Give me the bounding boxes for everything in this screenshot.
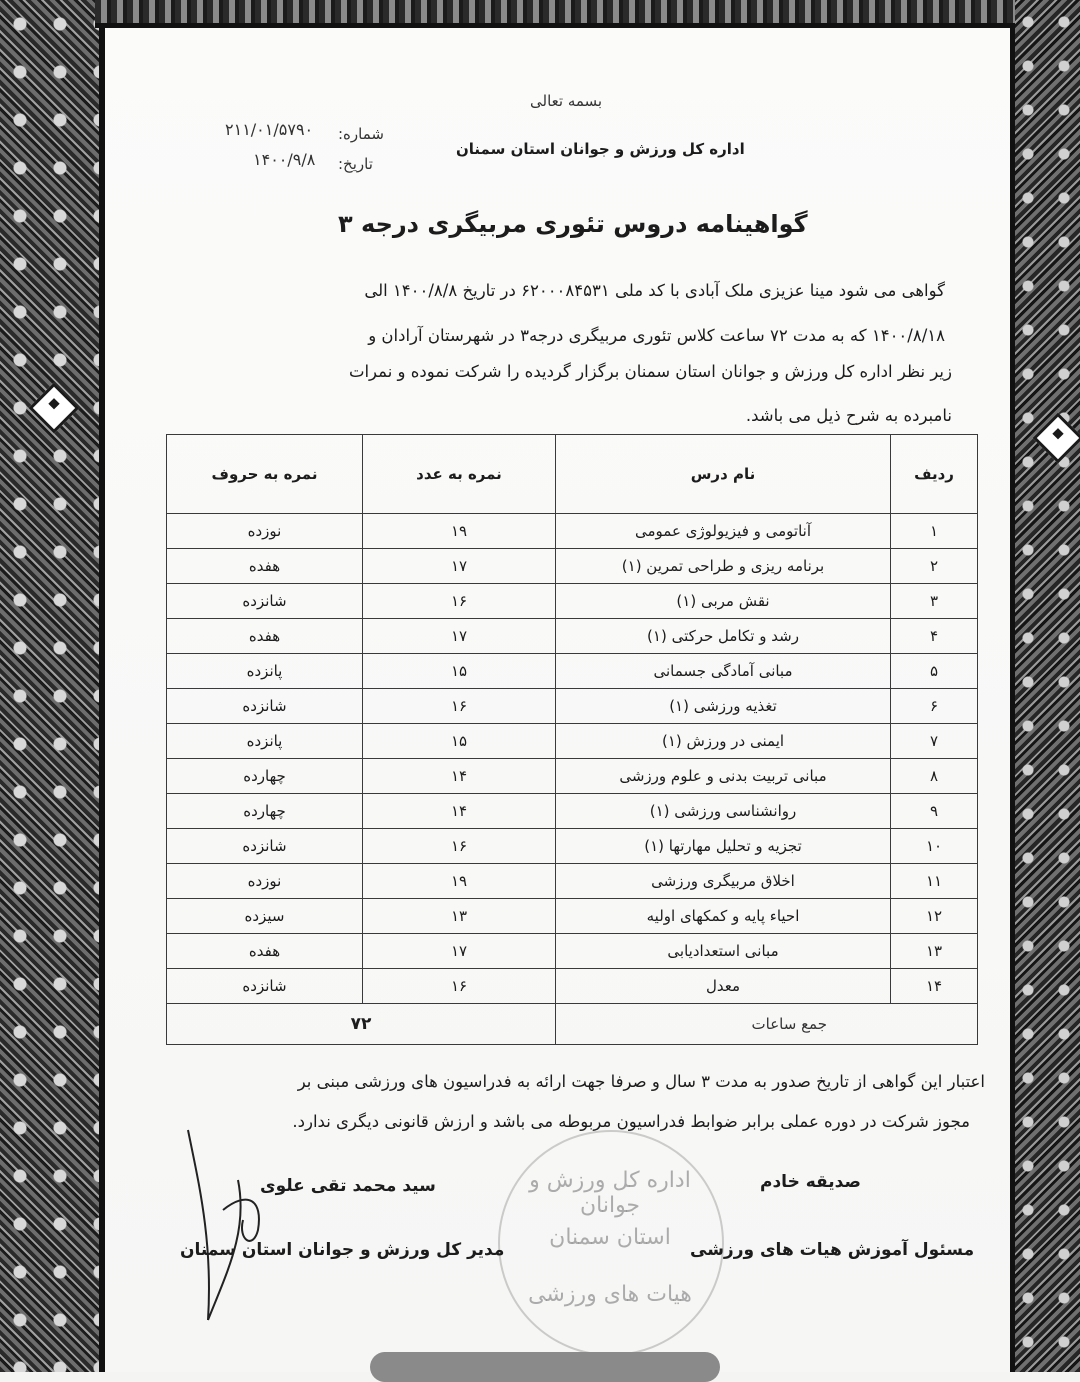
course-name: مبانی تربیت بدنی و علوم ورزشی bbox=[556, 759, 891, 794]
row-number: ۹ bbox=[891, 794, 978, 829]
score-words: چهارده bbox=[167, 759, 363, 794]
left-signatory-title: مدیر کل ورزش و جوانان استان سمنان bbox=[180, 1240, 505, 1260]
score-number: ۱۹ bbox=[363, 864, 556, 899]
row-number: ۱۰ bbox=[891, 829, 978, 864]
row-number: ۸ bbox=[891, 759, 978, 794]
score-number: ۱۴ bbox=[363, 759, 556, 794]
course-name: آناتومی و فیزیولوژی عمومی bbox=[556, 514, 891, 549]
score-number: ۱۴ bbox=[363, 794, 556, 829]
organization-name: اداره کل ورزش و جوانان استان سمنان bbox=[456, 140, 745, 158]
table-row bbox=[167, 829, 978, 864]
score-number: ۱۶ bbox=[363, 584, 556, 619]
right-signatory-title: مسئول آموزش هیات های ورزشی bbox=[690, 1240, 975, 1260]
left-signatory-name: سید محمد تقی علوی bbox=[260, 1176, 436, 1196]
date-label: تاریخ: bbox=[338, 155, 373, 173]
score-number: ۱۶ bbox=[363, 969, 556, 1004]
score-number: ۱۶ bbox=[363, 829, 556, 864]
score-number: ۱۵ bbox=[363, 724, 556, 759]
number-label: شماره: bbox=[338, 125, 384, 143]
body-line-1: گواهی می شود مینا عزیزی ملک آبادی با کد ملی ۶۲۰۰۰۸۴۵۳۱ در تاریخ ۱۴۰۰/۸/۸ الی bbox=[364, 281, 945, 300]
column-header-course: نام درس bbox=[556, 435, 891, 514]
invocation-text: بسمه تعالی bbox=[530, 92, 603, 110]
score-number: ۱۵ bbox=[363, 654, 556, 689]
column-header-score-number: نمره به عدد bbox=[363, 435, 556, 514]
stamp-text-1: اداره کل ورزش و جوانان bbox=[529, 1168, 691, 1218]
handwritten-signature bbox=[168, 1120, 308, 1350]
score-words: پانزده bbox=[167, 654, 363, 689]
score-number: ۱۷ bbox=[363, 549, 556, 584]
score-number: ۱۳ bbox=[363, 899, 556, 934]
score-words: هفده bbox=[167, 549, 363, 584]
score-number: ۱۶ bbox=[363, 689, 556, 724]
score-words: هفده bbox=[167, 934, 363, 969]
table-row bbox=[167, 514, 978, 549]
course-name: ایمنی در ورزش (۱) bbox=[556, 724, 891, 759]
row-number: ۲ bbox=[891, 549, 978, 584]
course-name: نقش مربی (۱) bbox=[556, 584, 891, 619]
course-name: اخلاق مربیگری ورزشی bbox=[556, 864, 891, 899]
course-name: تغذیه ورزشی (۱) bbox=[556, 689, 891, 724]
row-number: ۱۲ bbox=[891, 899, 978, 934]
certificate-title: گواهینامه دروس تئوری مربیگری درجه ۳ bbox=[338, 210, 808, 238]
score-number: ۱۹ bbox=[363, 514, 556, 549]
table-row bbox=[167, 934, 978, 969]
table-header-row bbox=[167, 435, 978, 514]
score-words: نوزده bbox=[167, 514, 363, 549]
decorative-border-top bbox=[95, 0, 1015, 28]
row-number: ۵ bbox=[891, 654, 978, 689]
course-name: مبانی آمادگی جسمانی bbox=[556, 654, 891, 689]
row-number: ۷ bbox=[891, 724, 978, 759]
score-number: ۱۷ bbox=[363, 619, 556, 654]
score-words: شانزده bbox=[167, 829, 363, 864]
table-row bbox=[167, 724, 978, 759]
validity-line-2: مجوز شرکت در دوره عملی برابر ضوابط فدراسیون مربوطه می باشد و ارزش قانونی دیگری ندارد. bbox=[292, 1112, 970, 1131]
body-line-2: ۱۴۰۰/۸/۱۸ که به مدت ۷۲ ساعت کلاس تئوری مربیگری درجه۳ در شهرستان آرادان و bbox=[368, 326, 945, 345]
row-number: ۴ bbox=[891, 619, 978, 654]
total-hours-value: ۷۲ bbox=[167, 1004, 556, 1045]
total-hours-label: جمع ساعات bbox=[556, 1004, 978, 1045]
right-signatory-name: صدیقه خادم bbox=[760, 1172, 861, 1192]
table-row bbox=[167, 654, 978, 689]
course-name: روانشناسی ورزشی (۱) bbox=[556, 794, 891, 829]
row-number: ۱۳ bbox=[891, 934, 978, 969]
score-words: نوزده bbox=[167, 864, 363, 899]
course-name: تجزیه و تحلیل مهارتها (۱) bbox=[556, 829, 891, 864]
stamp-text-3: هیات های ورزشی bbox=[528, 1282, 692, 1307]
table-row bbox=[167, 969, 978, 1004]
validity-line-1: اعتبار این گواهی از تاریخ صدور به مدت ۳ سال و صرفا جهت ارائه به فدراسیون های ورزشی مبنی بر bbox=[297, 1072, 985, 1091]
total-hours-row bbox=[167, 1004, 978, 1045]
body-line-4: نامبرده به شرح ذیل می باشد. bbox=[745, 406, 952, 425]
score-words: شانزده bbox=[167, 584, 363, 619]
score-words: شانزده bbox=[167, 689, 363, 724]
score-words: هفده bbox=[167, 619, 363, 654]
grades-table bbox=[166, 434, 978, 1045]
table-row bbox=[167, 759, 978, 794]
course-name: برنامه ریزی و طراحی تمرین (۱) bbox=[556, 549, 891, 584]
score-words: چهارده bbox=[167, 794, 363, 829]
table-row bbox=[167, 794, 978, 829]
table-row bbox=[167, 899, 978, 934]
course-name: مبانی استعدادیابی bbox=[556, 934, 891, 969]
bottom-overlay-bar bbox=[370, 1352, 720, 1382]
score-number: ۱۷ bbox=[363, 934, 556, 969]
row-number: ۱ bbox=[891, 514, 978, 549]
table-row bbox=[167, 689, 978, 724]
table-row bbox=[167, 584, 978, 619]
decorative-border-right bbox=[1010, 0, 1080, 1372]
table-row bbox=[167, 549, 978, 584]
score-words: سیزده bbox=[167, 899, 363, 934]
stamp-text-2: استان سمنان bbox=[549, 1225, 671, 1250]
course-name: رشد و تکامل حرکتی (۱) bbox=[556, 619, 891, 654]
row-number: ۱۱ bbox=[891, 864, 978, 899]
column-header-score-words: نمره به حروف bbox=[167, 435, 363, 514]
row-number: ۳ bbox=[891, 584, 978, 619]
body-line-3: زیر نظر اداره کل ورزش و جوانان استان سمنان برگزار گردیده را شرکت نموده و نمرات bbox=[348, 362, 952, 381]
decorative-border-left bbox=[0, 0, 105, 1372]
course-name: احیاء پایه و کمکهای اولیه bbox=[556, 899, 891, 934]
row-number: ۶ bbox=[891, 689, 978, 724]
table-row bbox=[167, 864, 978, 899]
row-number: ۱۴ bbox=[891, 969, 978, 1004]
table-row bbox=[167, 619, 978, 654]
course-name: معدل bbox=[556, 969, 891, 1004]
number-value: ۲۱۱/۰۱/۵۷۹۰ bbox=[225, 120, 314, 139]
date-value: ۱۴۰۰/۹/۸ bbox=[253, 150, 316, 169]
score-words: شانزده bbox=[167, 969, 363, 1004]
score-words: پانزده bbox=[167, 724, 363, 759]
column-header-row: ردیف bbox=[891, 435, 978, 514]
